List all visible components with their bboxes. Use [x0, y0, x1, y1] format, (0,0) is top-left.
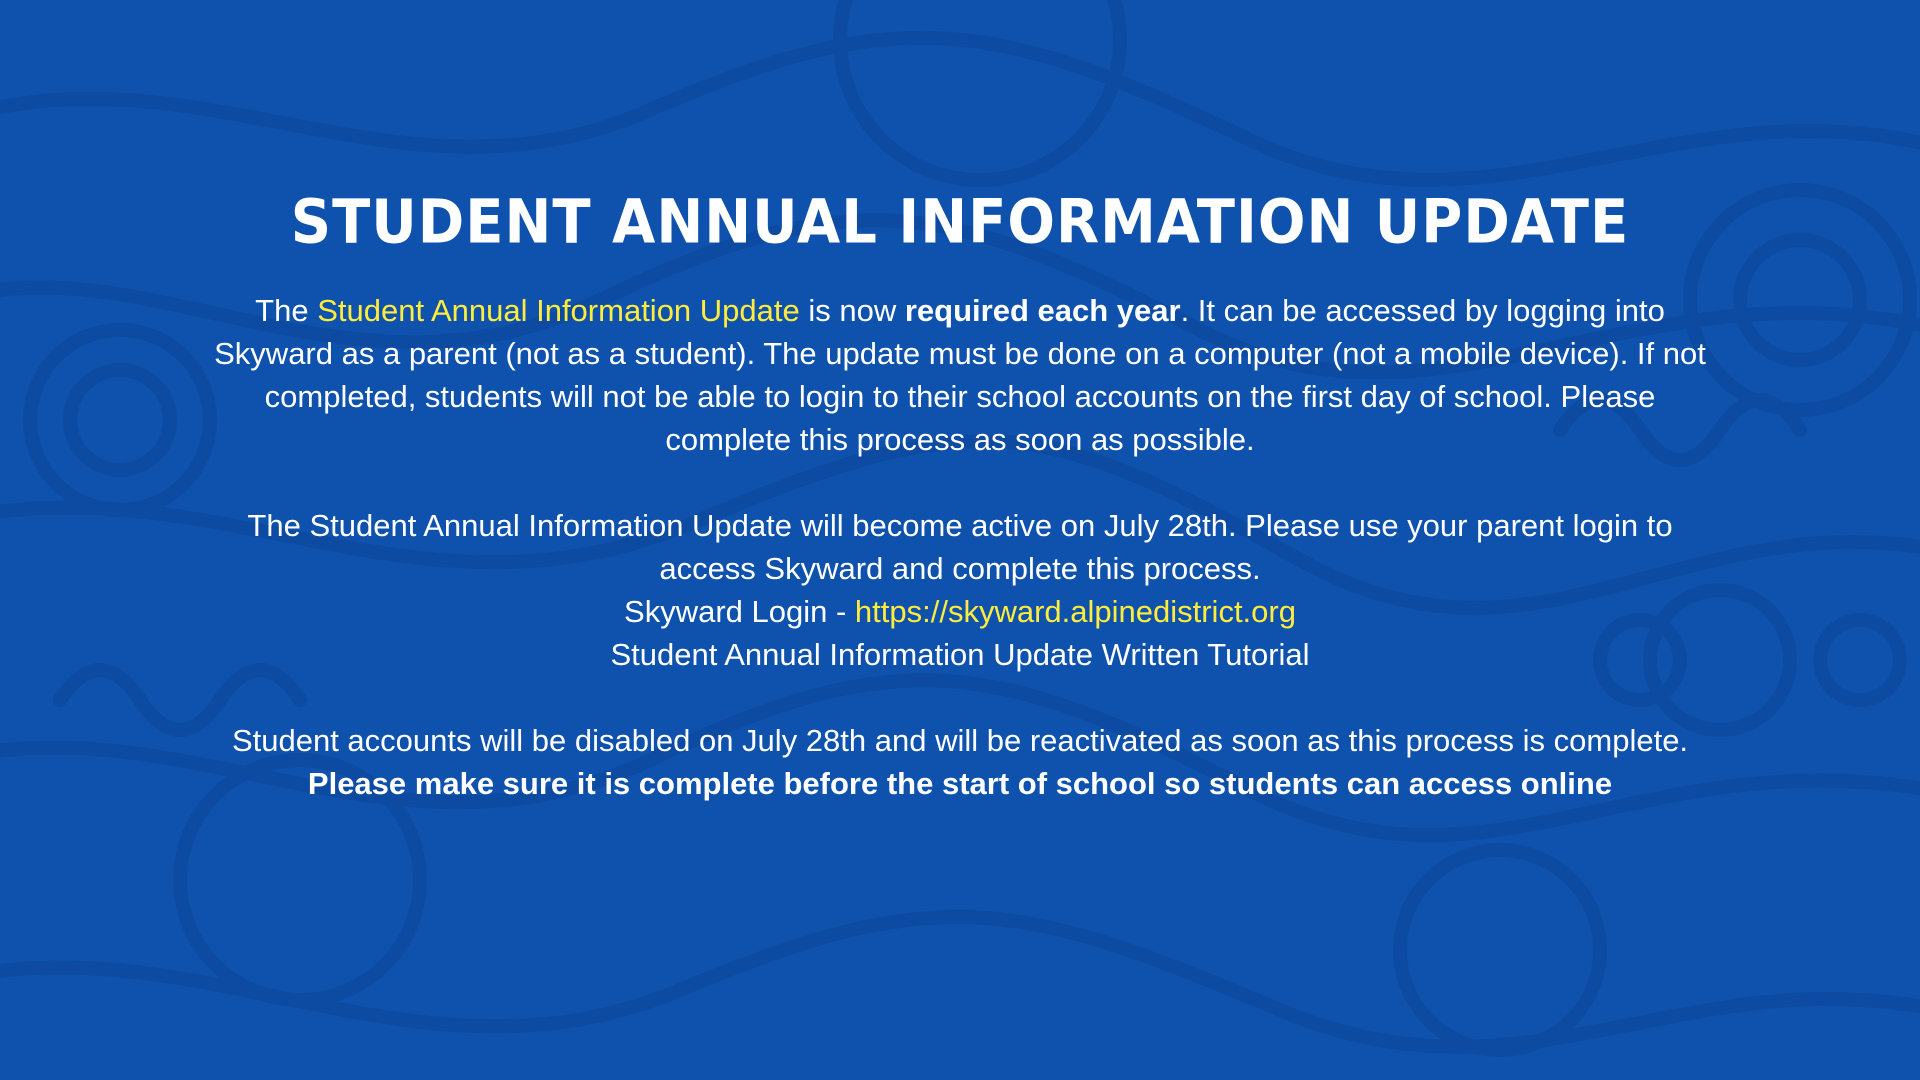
para1-bold: required each year — [904, 293, 1181, 328]
para1-middle: is now — [799, 293, 905, 328]
para3-bold-note: Please make sure it is complete before the start of school so students can access online — [307, 766, 1613, 801]
para1-prefix: The — [255, 293, 318, 328]
para1-suffix: . It can be accessed by logging into Skyward as a parent (not as a student). The update must be done on a computer (not a mobile device). If not completed, students will not be able to login to their school accounts on the first day of school. Please complete this process as soon as possible. — [214, 293, 1706, 457]
skyward-login-label: Skyward Login - — [624, 594, 855, 629]
paragraph-accounts — [200, 719, 1720, 805]
paragraph-activation — [200, 504, 1720, 676]
student-annual-info-update-link[interactable]: Student Annual Information Update — [317, 293, 800, 328]
skyward-login-link[interactable]: https://skyward.alpinedistrict.org — [854, 594, 1296, 629]
tutorial-link[interactable]: Student Annual Information Update Written Tutorial — [610, 637, 1310, 672]
para2-text: The Student Annual Information Update will become active on July 28th. Please use your parent login to access Skyward and complete this process. — [247, 508, 1673, 586]
announcement — [200, 187, 1720, 805]
para3-text: Student accounts will be disabled on July 28th and will be reactivated as soon as this process is complete. — [231, 723, 1689, 758]
page-title: STUDENT ANNUAL INFORMATION UPDATE — [290, 187, 1630, 258]
paragraph-requirement — [200, 289, 1720, 461]
